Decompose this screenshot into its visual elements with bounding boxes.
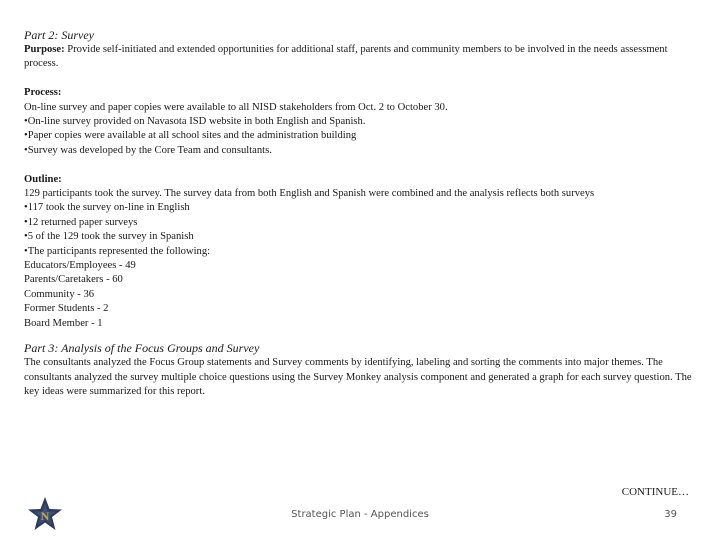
participant-item: Board Member - 1 <box>24 317 103 329</box>
outline-list <box>24 201 700 259</box>
process-list <box>24 115 700 158</box>
participant-list <box>24 259 700 331</box>
outline-item: •5 of the 129 took the survey in Spanish <box>24 231 194 243</box>
process-intro: On-line survey and paper copies were available to all NISD stakeholders from Oct. 2 to October 30. <box>24 101 448 113</box>
participant-item: Parents/Caretakers - 60 <box>24 274 123 286</box>
outline-label: Outline: <box>24 173 62 185</box>
participant-item: Former Students - 2 <box>24 303 109 315</box>
process-label: Process: <box>24 87 62 99</box>
process-item: •Survey was developed by the Core Team and consultants. <box>24 144 272 156</box>
continue-label: CONTINUE… <box>621 486 689 498</box>
part3-paragraph: The consultants analyzed the Focus Group statements and Survey comments by identifying, labeling and sorting the comments into major themes. The consultants analyzed the survey multiple choice questions using the Survey Monkey analysis component and generated a graph for each survey question. The key ideas were summarized for this report. <box>24 357 692 397</box>
purpose-paragraph <box>24 43 700 72</box>
footer-title-wrap <box>0 509 720 520</box>
page-number: 39 <box>664 509 677 520</box>
purpose-text: Provide self-initiated and extended opportunities for additional staff, parents and community members to be involved in the needs assessment process. <box>24 44 668 70</box>
process-item: •Paper copies were available at all school sites and the administration building <box>24 130 357 142</box>
outline-item: •117 took the survey on-line in English <box>24 202 190 214</box>
document-body <box>24 28 700 399</box>
part3-title: Part 3: Analysis of the Focus Groups and Survey <box>24 341 260 356</box>
participant-item: Educators/Employees - 49 <box>24 260 136 272</box>
logo-letter: N <box>40 509 50 523</box>
purpose-label: Purpose: <box>24 44 65 55</box>
outline-item: •12 returned paper surveys <box>24 216 138 228</box>
outline-item: •The participants represented the following: <box>24 245 211 257</box>
process-item: •On-line survey provided on Navasota ISD website in both English and Spanish. <box>24 116 366 128</box>
participant-item: Community - 36 <box>24 288 95 300</box>
outline-intro: 129 participants took the survey. The survey data from both English and Spanish were combined and the analysis reflects both surveys <box>24 188 595 200</box>
footer-title: Strategic Plan - Appendices <box>291 509 429 520</box>
part2-title: Part 2: Survey <box>24 28 94 42</box>
